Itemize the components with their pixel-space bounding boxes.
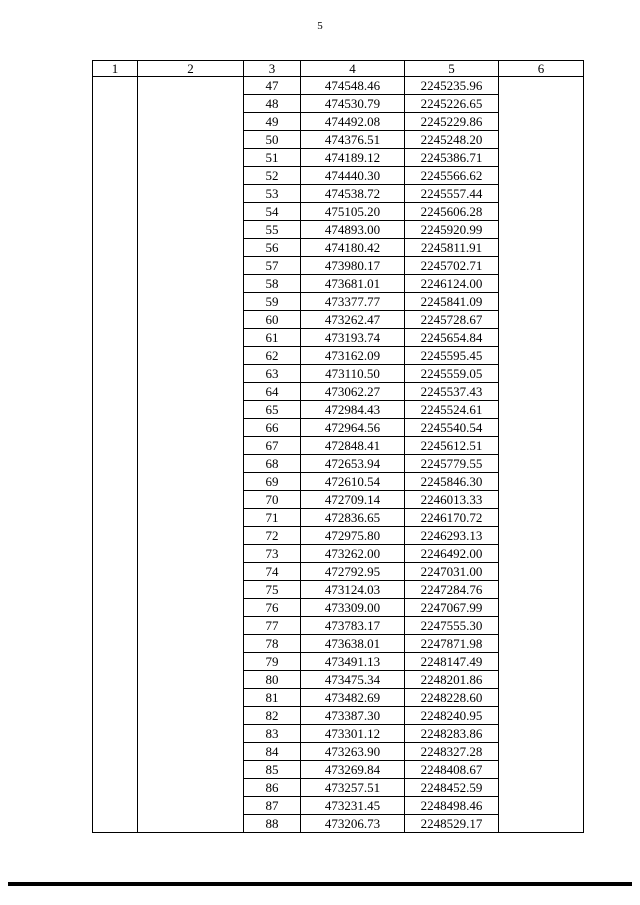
y-coordinate-cell: 2248283.86 xyxy=(405,725,499,743)
point-number-cell: 61 xyxy=(244,329,301,347)
x-coordinate-cell: 473110.50 xyxy=(301,365,405,383)
y-coordinate-cell: 2245537.43 xyxy=(405,383,499,401)
point-number-cell: 58 xyxy=(244,275,301,293)
point-number-cell: 69 xyxy=(244,473,301,491)
y-coordinate-cell: 2245235.96 xyxy=(405,77,499,95)
point-number-cell: 53 xyxy=(244,185,301,203)
x-coordinate-cell: 472975.80 xyxy=(301,527,405,545)
y-coordinate-cell: 2246293.13 xyxy=(405,527,499,545)
x-coordinate-cell: 474440.30 xyxy=(301,167,405,185)
point-number-cell: 68 xyxy=(244,455,301,473)
x-coordinate-cell: 473206.73 xyxy=(301,815,405,833)
y-coordinate-cell: 2248408.67 xyxy=(405,761,499,779)
point-number-cell: 87 xyxy=(244,797,301,815)
x-coordinate-cell: 473262.47 xyxy=(301,311,405,329)
point-number-cell: 80 xyxy=(244,671,301,689)
header-col-2: 2 xyxy=(138,61,244,77)
x-coordinate-cell: 474376.51 xyxy=(301,131,405,149)
x-coordinate-cell: 473062.27 xyxy=(301,383,405,401)
col-6-cell xyxy=(499,77,584,833)
point-number-cell: 64 xyxy=(244,383,301,401)
x-coordinate-cell: 473491.13 xyxy=(301,653,405,671)
point-number-cell: 82 xyxy=(244,707,301,725)
point-number-cell: 85 xyxy=(244,761,301,779)
point-number-cell: 77 xyxy=(244,617,301,635)
x-coordinate-cell: 472610.54 xyxy=(301,473,405,491)
point-number-cell: 63 xyxy=(244,365,301,383)
x-coordinate-cell: 473783.17 xyxy=(301,617,405,635)
point-number-cell: 62 xyxy=(244,347,301,365)
x-coordinate-cell: 472709.14 xyxy=(301,491,405,509)
point-number-cell: 60 xyxy=(244,311,301,329)
point-number-cell: 88 xyxy=(244,815,301,833)
point-number-cell: 54 xyxy=(244,203,301,221)
point-number-cell: 52 xyxy=(244,167,301,185)
col-2-cell xyxy=(138,77,244,833)
point-number-cell: 51 xyxy=(244,149,301,167)
y-coordinate-cell: 2245557.44 xyxy=(405,185,499,203)
point-number-cell: 73 xyxy=(244,545,301,563)
y-coordinate-cell: 2248498.46 xyxy=(405,797,499,815)
col-1-cell xyxy=(93,77,138,833)
point-number-cell: 76 xyxy=(244,599,301,617)
y-coordinate-cell: 2247031.00 xyxy=(405,563,499,581)
x-coordinate-cell: 473681.01 xyxy=(301,275,405,293)
y-coordinate-cell: 2245524.61 xyxy=(405,401,499,419)
x-coordinate-cell: 473475.34 xyxy=(301,671,405,689)
y-coordinate-cell: 2246492.00 xyxy=(405,545,499,563)
x-coordinate-cell: 474893.00 xyxy=(301,221,405,239)
y-coordinate-cell: 2245559.05 xyxy=(405,365,499,383)
y-coordinate-cell: 2248240.95 xyxy=(405,707,499,725)
header-col-4: 4 xyxy=(301,61,405,77)
x-coordinate-cell: 473257.51 xyxy=(301,779,405,797)
point-number-cell: 48 xyxy=(244,95,301,113)
point-number-cell: 56 xyxy=(244,239,301,257)
y-coordinate-cell: 2245612.51 xyxy=(405,437,499,455)
point-number-cell: 83 xyxy=(244,725,301,743)
x-coordinate-cell: 474538.72 xyxy=(301,185,405,203)
y-coordinate-cell: 2245702.71 xyxy=(405,257,499,275)
header-col-5: 5 xyxy=(405,61,499,77)
y-coordinate-cell: 2247284.76 xyxy=(405,581,499,599)
y-coordinate-cell: 2245248.20 xyxy=(405,131,499,149)
point-number-cell: 67 xyxy=(244,437,301,455)
point-number-cell: 86 xyxy=(244,779,301,797)
y-coordinate-cell: 2245229.86 xyxy=(405,113,499,131)
x-coordinate-cell: 474180.42 xyxy=(301,239,405,257)
header-col-3: 3 xyxy=(244,61,301,77)
y-coordinate-cell: 2248228.60 xyxy=(405,689,499,707)
y-coordinate-cell: 2245841.09 xyxy=(405,293,499,311)
bottom-rule xyxy=(8,882,632,886)
y-coordinate-cell: 2248452.59 xyxy=(405,779,499,797)
coordinates-table xyxy=(92,60,584,833)
y-coordinate-cell: 2245226.65 xyxy=(405,95,499,113)
point-number-cell: 84 xyxy=(244,743,301,761)
x-coordinate-cell: 475105.20 xyxy=(301,203,405,221)
x-coordinate-cell: 473263.90 xyxy=(301,743,405,761)
y-coordinate-cell: 2245728.67 xyxy=(405,311,499,329)
x-coordinate-cell: 473309.00 xyxy=(301,599,405,617)
y-coordinate-cell: 2248327.28 xyxy=(405,743,499,761)
x-coordinate-cell: 472848.41 xyxy=(301,437,405,455)
y-coordinate-cell: 2246013.33 xyxy=(405,491,499,509)
header-col-1: 1 xyxy=(93,61,138,77)
point-number-cell: 71 xyxy=(244,509,301,527)
point-number-cell: 65 xyxy=(244,401,301,419)
y-coordinate-cell: 2248147.49 xyxy=(405,653,499,671)
x-coordinate-cell: 473231.45 xyxy=(301,797,405,815)
point-number-cell: 59 xyxy=(244,293,301,311)
point-number-cell: 78 xyxy=(244,635,301,653)
y-coordinate-cell: 2246170.72 xyxy=(405,509,499,527)
x-coordinate-cell: 473638.01 xyxy=(301,635,405,653)
x-coordinate-cell: 472653.94 xyxy=(301,455,405,473)
y-coordinate-cell: 2248201.86 xyxy=(405,671,499,689)
x-coordinate-cell: 473262.00 xyxy=(301,545,405,563)
point-number-cell: 79 xyxy=(244,653,301,671)
point-number-cell: 66 xyxy=(244,419,301,437)
x-coordinate-cell: 473269.84 xyxy=(301,761,405,779)
x-coordinate-cell: 474548.46 xyxy=(301,77,405,95)
y-coordinate-cell: 2245595.45 xyxy=(405,347,499,365)
y-coordinate-cell: 2245606.28 xyxy=(405,203,499,221)
point-number-cell: 74 xyxy=(244,563,301,581)
x-coordinate-cell: 474530.79 xyxy=(301,95,405,113)
x-coordinate-cell: 474492.08 xyxy=(301,113,405,131)
y-coordinate-cell: 2245386.71 xyxy=(405,149,499,167)
y-coordinate-cell: 2245920.99 xyxy=(405,221,499,239)
point-number-cell: 47 xyxy=(244,77,301,95)
x-coordinate-cell: 473124.03 xyxy=(301,581,405,599)
y-coordinate-cell: 2245779.55 xyxy=(405,455,499,473)
y-coordinate-cell: 2248529.17 xyxy=(405,815,499,833)
y-coordinate-cell: 2247555.30 xyxy=(405,617,499,635)
point-number-cell: 57 xyxy=(244,257,301,275)
point-number-cell: 70 xyxy=(244,491,301,509)
x-coordinate-cell: 472984.43 xyxy=(301,401,405,419)
page-number: 5 xyxy=(317,20,323,32)
point-number-cell: 55 xyxy=(244,221,301,239)
y-coordinate-cell: 2245540.54 xyxy=(405,419,499,437)
x-coordinate-cell: 472792.95 xyxy=(301,563,405,581)
point-number-cell: 75 xyxy=(244,581,301,599)
y-coordinate-cell: 2246124.00 xyxy=(405,275,499,293)
point-number-cell: 50 xyxy=(244,131,301,149)
point-number-cell: 49 xyxy=(244,113,301,131)
table-row xyxy=(93,77,584,95)
y-coordinate-cell: 2247871.98 xyxy=(405,635,499,653)
x-coordinate-cell: 473193.74 xyxy=(301,329,405,347)
table-body xyxy=(93,77,584,833)
y-coordinate-cell: 2245654.84 xyxy=(405,329,499,347)
x-coordinate-cell: 473482.69 xyxy=(301,689,405,707)
x-coordinate-cell: 473377.77 xyxy=(301,293,405,311)
point-number-cell: 81 xyxy=(244,689,301,707)
y-coordinate-cell: 2245811.91 xyxy=(405,239,499,257)
x-coordinate-cell: 473301.12 xyxy=(301,725,405,743)
x-coordinate-cell: 473162.09 xyxy=(301,347,405,365)
header-row xyxy=(93,61,584,77)
x-coordinate-cell: 472964.56 xyxy=(301,419,405,437)
header-col-6: 6 xyxy=(499,61,584,77)
x-coordinate-cell: 473387.30 xyxy=(301,707,405,725)
point-number-cell: 72 xyxy=(244,527,301,545)
x-coordinate-cell: 473980.17 xyxy=(301,257,405,275)
y-coordinate-cell: 2245566.62 xyxy=(405,167,499,185)
x-coordinate-cell: 472836.65 xyxy=(301,509,405,527)
y-coordinate-cell: 2247067.99 xyxy=(405,599,499,617)
x-coordinate-cell: 474189.12 xyxy=(301,149,405,167)
y-coordinate-cell: 2245846.30 xyxy=(405,473,499,491)
